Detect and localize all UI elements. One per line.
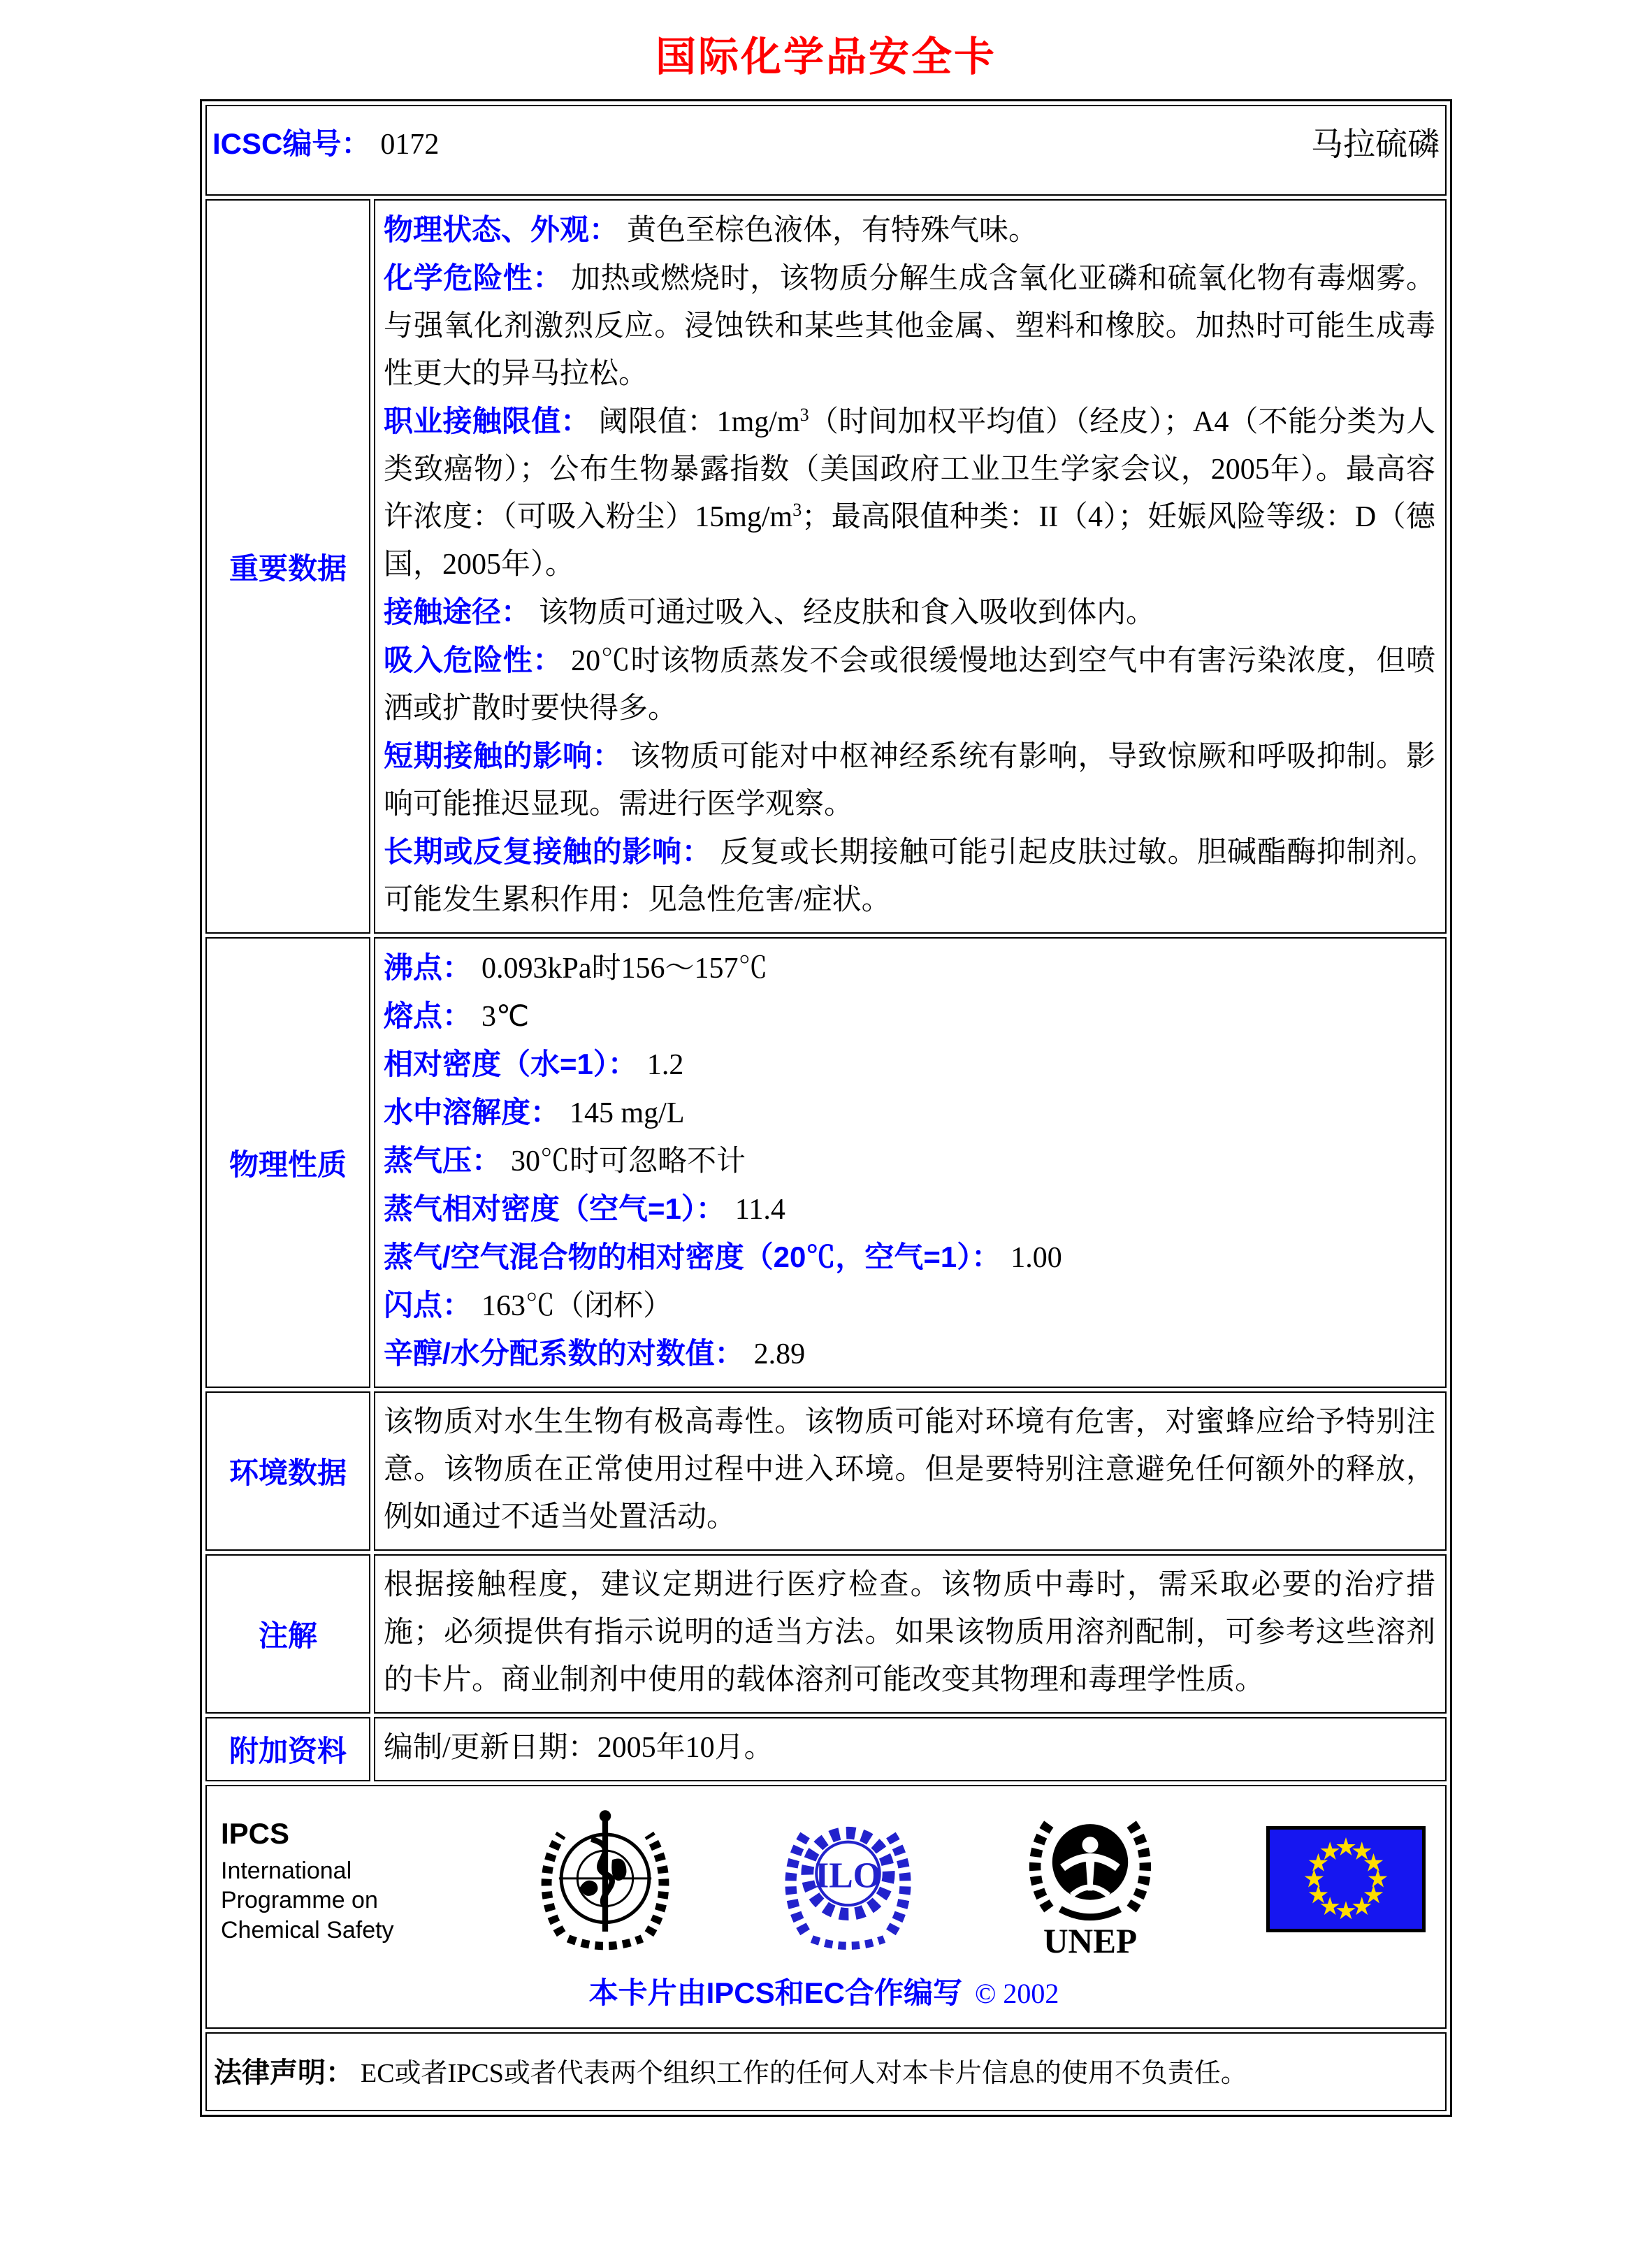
item-label: 化学危险性： — [384, 261, 563, 294]
item-text: ；最高限值种类：II（4）；妊娠风险等级：D（德国，2005年）。 — [384, 501, 1435, 581]
item-label: 长期或反复接触的影响： — [384, 835, 712, 868]
property-vapor-pressure — [384, 1137, 1435, 1185]
legal-row — [205, 2032, 1447, 2111]
property-label: 熔点： — [384, 999, 472, 1032]
property-value: 145 mg/L — [570, 1097, 685, 1129]
property-label: 水中溶解度： — [384, 1096, 560, 1129]
property-value: 163℃（闭杯） — [481, 1290, 673, 1322]
additional-info-content — [374, 1717, 1447, 1781]
property-boiling-point — [384, 944, 1435, 992]
important-item-long-term-effects — [384, 828, 1435, 924]
section-label-physical-properties: 物理性质 — [205, 937, 370, 1388]
ipcs-text-block — [221, 1817, 430, 1946]
legal-text: EC或者IPCS或者代表两个组织工作的任何人对本卡片信息的使用不负责任。 — [361, 2059, 1247, 2088]
ipcs-subtitle-line: Chemical Safety — [221, 1916, 394, 1944]
item-label: 短期接触的影响： — [384, 739, 623, 772]
logo-strip — [221, 1799, 1427, 1963]
item-text: （时间加权平均值）（经皮）；A4（不能分类为人类致癌物）；公布生物暴露指数（美国政府工业卫生学家会议，2005年）。最高容许浓度：（可吸入粉尘）15mg/m — [384, 406, 1435, 533]
page-title: 国际化学品安全卡 — [655, 34, 997, 80]
item-text: 黄色至棕色液体，有特殊气味。 — [627, 215, 1038, 247]
important-item-inhalation-risk — [384, 637, 1435, 732]
property-octanol-water-coefficient — [384, 1330, 1435, 1378]
copyright-line — [221, 1970, 1427, 2012]
property-melting-point — [384, 992, 1435, 1041]
property-label: 闪点： — [384, 1289, 472, 1322]
icsc-number-label: ICSC编号： — [212, 127, 371, 160]
item-label: 吸入危险性： — [384, 644, 563, 676]
item-text: 加热或燃烧时，该物质分解生成含氧化亚磷和硫氧化物有毒烟雾。与强氧化剂激烈反应。浸蚀铁和某些其他金属、塑料和橡胶。加热时可能生成毒性更大的异马拉松。 — [384, 263, 1435, 390]
ipcs-subtitle-line: Programme on — [221, 1887, 378, 1914]
important-item-exposure-routes — [384, 588, 1435, 637]
property-relative-density — [384, 1041, 1435, 1089]
property-water-solubility — [384, 1089, 1435, 1137]
unep-logo-icon — [1020, 1799, 1160, 1963]
notes-row — [205, 1554, 1447, 1714]
additional-info-row — [205, 1717, 1447, 1781]
property-value: 11.4 — [734, 1194, 785, 1226]
environment-text: 该物质对水生生物有极高毒性。该物质可能对环境有危害，对蜜蜂应给予特别注意。该物质在正常使用过程中进入环境。但是要特别注意避免任何额外的释放，例如通过不适当处置活动。 — [384, 1406, 1435, 1533]
property-value: 1.2 — [646, 1049, 684, 1081]
property-flash-point — [384, 1282, 1435, 1330]
item-text: 反复或长期接触可能引起皮肤过敏。胆碱酯酶抑制剂。可能发生累积作用：见急性危害/症状。 — [384, 837, 1435, 916]
physical-properties-row — [205, 937, 1447, 1388]
notes-content — [374, 1554, 1447, 1714]
ilo-logo-icon — [780, 1806, 916, 1956]
legal-label: 法律声明： — [214, 2057, 354, 2088]
ipcs-subtitle-line: International — [221, 1857, 352, 1884]
physical-properties-content — [374, 937, 1447, 1388]
important-data-row — [205, 199, 1447, 934]
property-value: 1.00 — [1010, 1242, 1062, 1274]
icsc-card-table — [200, 99, 1452, 2117]
notes-text: 根据接触程度，建议定期进行医疗检查。该物质中毒时，需采取必要的治疗措施；必须提供有指示说明的适当方法。如果该物质用溶剂配制，可参考这些溶剂的卡片。商业制剂中使用的载体溶剂可能改变其物理和毒理学性质。 — [384, 1569, 1435, 1696]
property-value: 2.89 — [753, 1338, 806, 1370]
property-label: 蒸气/空气混合物的相对密度（20℃，空气=1）： — [384, 1240, 1001, 1273]
unep-logo-text: UNEP — [1043, 1922, 1138, 1960]
property-vapor-air-mixture-density — [384, 1233, 1435, 1282]
item-text: 20℃时该物质蒸发不会或很缓慢地达到空气中有害污染浓度，但喷洒或扩散时要快得多。 — [384, 645, 1435, 725]
superscript: 3 — [799, 405, 809, 425]
header-row — [205, 105, 1447, 196]
ilo-logo-text: ILO — [814, 1855, 881, 1896]
property-value: 0.093kPa时156～157℃ — [481, 953, 768, 985]
item-text: 阈限值：1mg/m — [598, 406, 800, 438]
who-logo-icon — [535, 1804, 675, 1958]
item-label: 物理状态、外观： — [384, 213, 619, 246]
ipcs-title: IPCS — [221, 1816, 290, 1850]
important-data-content — [374, 199, 1447, 934]
icsc-number-group — [212, 121, 439, 163]
header-cell — [205, 105, 1447, 196]
copyright-year: © 2002 — [974, 1978, 1059, 2009]
section-label-important-data: 重要数据 — [205, 199, 370, 934]
important-item-occupational-limits — [384, 398, 1435, 588]
item-label: 接触途径： — [384, 595, 531, 628]
important-item-chemical-danger — [384, 254, 1435, 398]
chemical-name: 马拉硫磷 — [1311, 126, 1440, 162]
property-label: 辛醇/水分配系数的对数值： — [384, 1337, 744, 1370]
item-label: 职业接触限值： — [384, 405, 590, 437]
section-label-notes: 注解 — [205, 1554, 370, 1714]
property-label: 沸点： — [384, 951, 472, 984]
environment-data-content — [374, 1391, 1447, 1551]
eu-flag-icon — [1265, 1826, 1427, 1936]
important-item-short-term-effects — [384, 732, 1435, 828]
environment-data-row — [205, 1391, 1447, 1551]
property-value: 30℃时可忽略不计 — [511, 1145, 746, 1178]
footer-cell — [205, 1785, 1447, 2029]
legal-cell — [205, 2032, 1447, 2111]
property-label: 相对密度（水=1）： — [384, 1048, 637, 1080]
property-vapor-density — [384, 1185, 1435, 1233]
section-label-additional-info: 附加资料 — [205, 1717, 370, 1781]
copyright-text: 本卡片由IPCS和EC合作编写 — [588, 1976, 962, 2009]
property-label: 蒸气压： — [384, 1144, 502, 1177]
superscript: 3 — [792, 500, 802, 520]
icsc-number-value: 0172 — [380, 129, 440, 161]
item-text: 该物质可通过吸入、经皮肤和食入吸收到体内。 — [539, 597, 1156, 629]
section-label-environment-data: 环境数据 — [205, 1391, 370, 1551]
property-value: 3℃ — [481, 1001, 530, 1033]
additional-info-text: 编制/更新日期：2005年10月。 — [384, 1732, 774, 1764]
footer-row — [205, 1785, 1447, 2029]
property-label: 蒸气相对密度（空气=1）： — [384, 1192, 725, 1225]
important-item-physical-state — [384, 206, 1435, 254]
item-text: 该物质可能对中枢神经系统有影响，导致惊厥和呼吸抑制。影响可能推迟显现。需进行医学观察。 — [384, 741, 1435, 820]
